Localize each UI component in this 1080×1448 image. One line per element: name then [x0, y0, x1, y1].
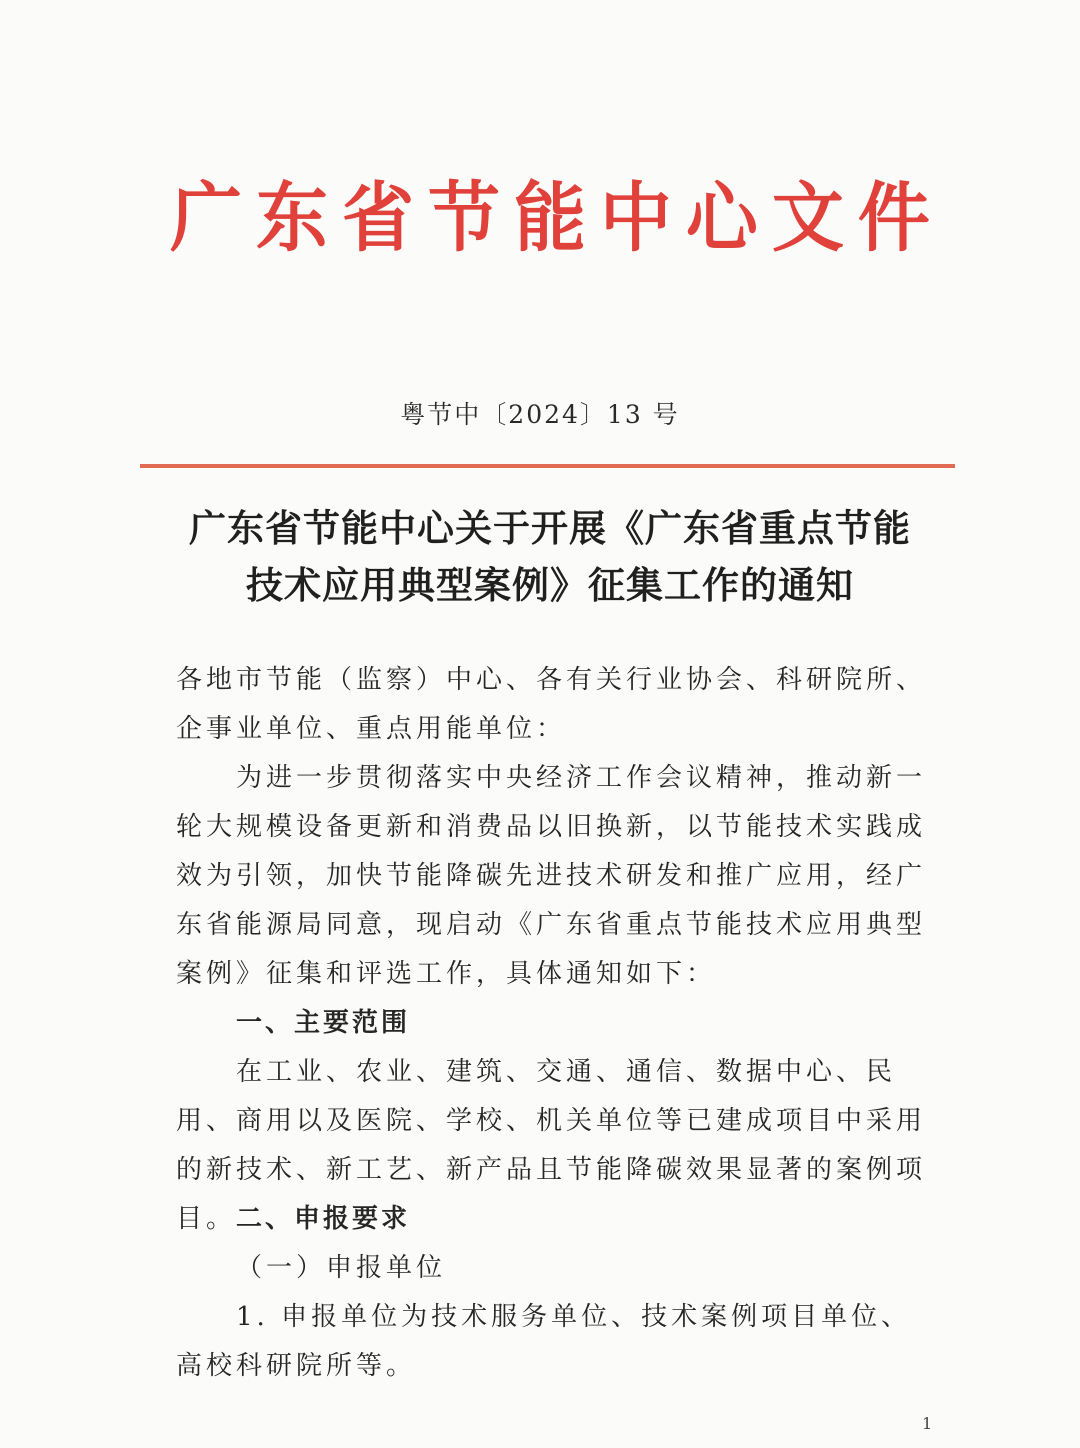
salutation: 各地市节能（监察）中心、各有关行业协会、科研院所、企事业单位、重点用能单位：: [176, 665, 927, 744]
document-number: 粤节中〔2024〕13 号: [400, 400, 680, 429]
title-line-2: 技术应用典型案例》征集工作的通知: [246, 564, 854, 607]
title-line-1: 广东省节能中心关于开展《广东省重点节能: [189, 507, 911, 550]
section-2-heading: 二、申报要求: [236, 1204, 411, 1234]
masthead-char: 东: [255, 173, 328, 263]
masthead-char: 广: [170, 173, 243, 263]
section-1-heading: 一、主要范围: [236, 1008, 411, 1038]
page-number: 1: [922, 1414, 933, 1433]
masthead-char: 节: [427, 173, 500, 263]
red-divider-rule: [140, 464, 955, 468]
masthead-char: 文: [771, 173, 844, 263]
document-title: [150, 500, 950, 614]
item-1-paragraph: 1. 申报单位为技术服务单位、技术案例项目单位、高校科研院所等。: [176, 1302, 912, 1381]
masthead-char: 能: [513, 173, 586, 263]
masthead-char: 中: [599, 173, 672, 263]
section-1-paragraph: 在工业、农业、建筑、交通、通信、数据中心、民用、商用以及医院、学校、机关单位等已建成项目中采用的新技术、新工艺、新产品且节能降碳效果显著的案例项目。: [176, 1057, 927, 1234]
masthead-char: 省: [341, 173, 414, 263]
masthead-char: 件: [857, 173, 930, 263]
masthead-char: 心: [685, 173, 758, 263]
intro-paragraph: 为进一步贯彻落实中央经济工作会议精神，推动新一轮大规模设备更新和消费品以旧换新，以节能技术实践成效为引领，加快节能降碳先进技术研发和推广应用，经广东省能源局同意，现启动《广东省重点节能技术应用典型案例》征集和评选工作，具体通知如下：: [176, 763, 927, 989]
masthead: [170, 168, 930, 268]
subsection-1-heading: （一）申报单位: [236, 1253, 447, 1283]
